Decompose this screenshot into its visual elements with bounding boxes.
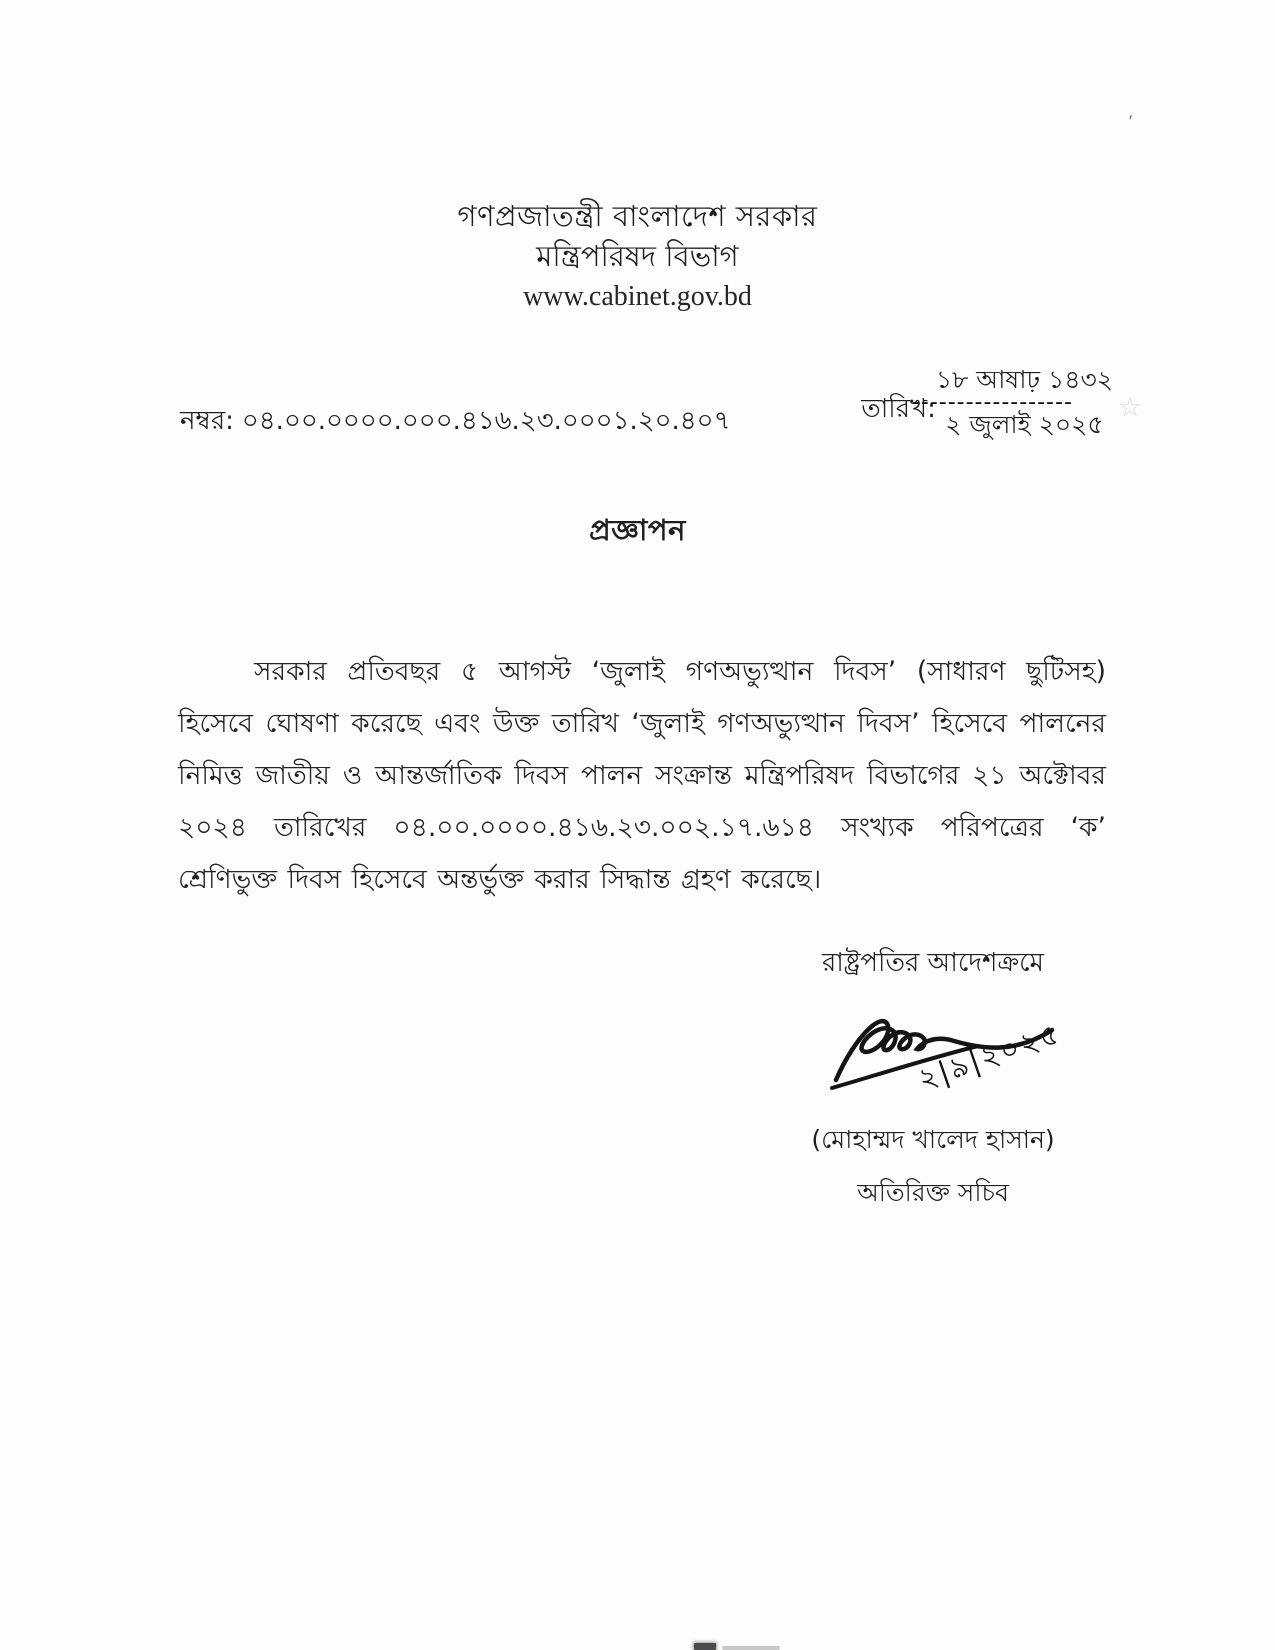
scan-speck: ’: [1128, 112, 1134, 131]
document-title: প্রজ্ঞাপন: [589, 513, 686, 547]
website-text: www.cabinet.gov.bd: [523, 281, 752, 313]
memo-number: ০৪.০০.০০০০.০০০.৪১৬.২৩.০০০১.২০.৪০৭: [241, 406, 731, 436]
star-watermark: ☆: [1118, 392, 1143, 423]
memo-number-line: [180, 400, 730, 444]
scan-artifact-light: [722, 1646, 780, 1650]
memo-label: নম্বর:: [180, 406, 234, 436]
scan-artifact-dark: [694, 1643, 716, 1650]
date-stack: [911, 365, 1113, 440]
date-bangla-calendar: ১৮ আষাঢ় ১৪৩২: [935, 365, 1113, 394]
signature-area: [768, 990, 1098, 1118]
date-label: তারিখ:: [861, 394, 936, 425]
signatory-name: (মোহাম্মদ খালেদ হাসান): [811, 1125, 1055, 1154]
division-name: মন্ত্রিপরিষদ বিভাগ: [536, 239, 739, 274]
by-order-text: রাষ্ট্রপতির আদেশক্রমে: [821, 948, 1044, 978]
date-gregorian-calendar: ২ জুলাই ২০২৫: [945, 410, 1104, 440]
date-block: [861, 366, 1113, 439]
date-separator-dashes: ------------------: [911, 389, 1073, 415]
signature-block: [768, 942, 1098, 1216]
signature-handwritten-date: ২|৯|২০২৫: [913, 1015, 1066, 1097]
body-paragraph: সরকার প্রতিবছর ৫ আগস্ট ‘জুলাই গণঅভ্যুত্থান দিবস’ (সাধারণ ছুটিসহ) হিসেবে ঘোষণা করেছে এবং উক্ত তারিখ ‘জুলাই গণঅভ্যুত্থান দিবস’ হিসেবে পালনের নিমিত্ত জাতীয় ও আন্তর্জাতিক দিবস পালন সংক্রান্ত মন্ত্রিপরিষদ বিভাগের ২১ অক্টোবর ২০২৪ তারিখের ০৪.০০.০০০০.৪১৬.২৩.০০২.১৭.৬১৪ সংখ্যক পরিপত্রের ‘ক’ শ্রেণিভুক্ত দিবস হিসেবে অন্তর্ভুক্ত করার সিদ্ধান্ত গ্রহণ করেছে।: [178, 656, 1106, 895]
letterhead: [0, 196, 1275, 317]
signatory-designation: অতিরিক্ত সচিব: [857, 1178, 1009, 1207]
government-name: গণপ্রজাতন্ত্রী বাংলাদেশ সরকার: [457, 199, 818, 233]
